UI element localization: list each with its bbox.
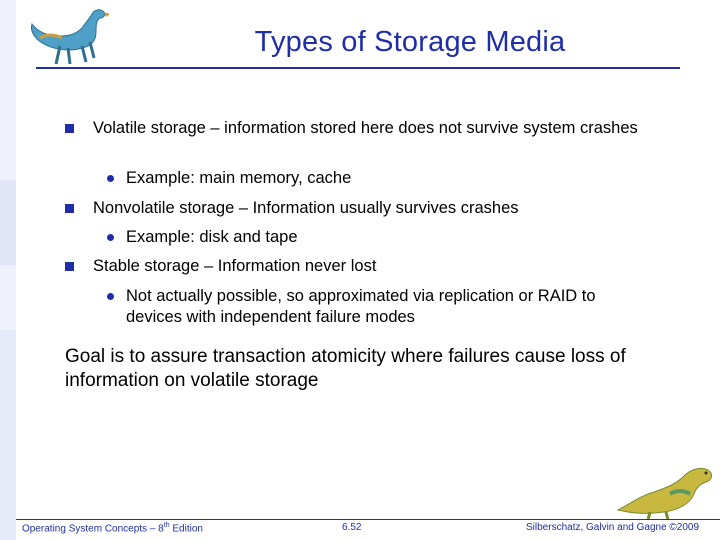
sub-bullet-text: Example: disk and tape	[126, 228, 298, 246]
dinosaur-icon	[20, 4, 140, 68]
dinosaur-icon	[610, 460, 720, 520]
square-bullet-icon	[65, 262, 74, 271]
round-bullet-icon	[107, 293, 114, 300]
footer-authors: Silberschatz, Galvin and Gagne ©2009	[526, 522, 700, 533]
round-bullet-icon	[107, 234, 114, 241]
slide-title: Types of Storage Media	[254, 26, 566, 58]
left-decor-bar	[0, 0, 16, 540]
bullet-text: Nonvolatile storage – Information usually survives crashes	[93, 199, 519, 217]
footer-book-text: Operating System Concepts – 8	[22, 523, 164, 535]
square-bullet-icon	[65, 204, 74, 213]
footer-book-sup: th	[163, 522, 170, 529]
footer-book-title	[22, 522, 203, 534]
footer-divider	[16, 519, 720, 520]
goal-statement: Goal is to assure transaction atomicity where failures cause loss of information on volatile storage	[65, 346, 626, 391]
sub-bullet-text: Example: main memory, cache	[126, 169, 352, 187]
round-bullet-icon	[107, 175, 114, 182]
footer-page-number: 6.52	[342, 522, 362, 533]
title-divider	[36, 67, 680, 69]
bullet-text: Stable storage – Information never lost	[93, 257, 377, 275]
bullet-text: Volatile storage – information stored here does not survive system crashes	[93, 119, 638, 137]
square-bullet-icon	[65, 124, 74, 133]
footer-book-suffix: Edition	[169, 523, 203, 535]
sub-bullet-text: Not actually possible, so approximated via replication or RAID to devices with independent failure modes	[126, 287, 596, 326]
